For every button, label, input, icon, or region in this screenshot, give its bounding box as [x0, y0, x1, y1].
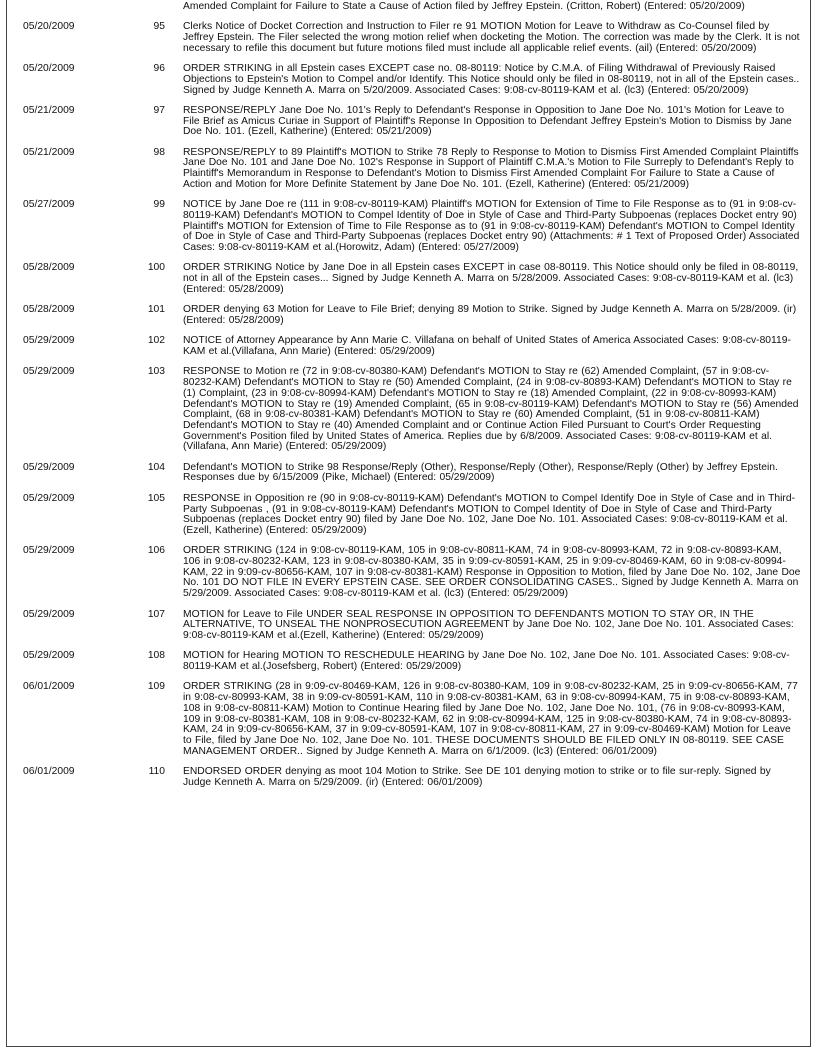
docket-entry	[7, 610, 810, 652]
docket-number: 95	[153, 21, 165, 33]
docket-number: 102	[147, 335, 165, 347]
docket-number: 101	[147, 304, 165, 316]
docket-number: 103	[147, 366, 165, 378]
docket-text: ORDER STRIKING (28 in 9:09-cv-80469-KAM, 126 in 9:08-cv-80380-KAM, 109 in 9:08-cv-80232-KAM, 25 in 9:09-cv-80656-KAM, 77 in 9:08-cv-80993-KAM, 38 in 9:09-cv-80591-KAM, 110 in 9:08-cv-80381-KAM, 63 in 9:08-cv-80994-KAM, 75 in 9:08-cv-80893-KAM, 108 in 9:08-cv-80811-KAM) Motion to Continue Hearing filed by Jane Doe No. 102, Jane Doe No. 101, (76 in 9:08-cv-80993-KAM, 109 in 9:08-cv-80381-KAM, 108 in 9:08-cv-80232-KAM, 62 in 9:08-cv-80994-KAM, 125 in 9:08-cv-80380-KAM, 74 in 9:08-cv-80893-KAM, 24 in 9:09-cv-80656-KAM, 37 in 9:09-cv-80591-KAM, 107 in 9:08-cv-80811-KAM, 27 in 9:09-cv-80469-KAM) Motion for Leave to File, filed by Jane Doe No. 102, Jane Doe No. 101. THESE DOCUMENTS SHOULD BE FILED ONLY IN 08-80119. SEE CASE MANAGEMENT ORDER.. Signed by Judge Kenneth A. Marra on 6/1/2009. (lc3) (Entered: 06/01/2009)	[183, 681, 798, 757]
docket-date: 06/01/2009	[23, 681, 75, 693]
docket-entry	[7, 305, 810, 336]
docket-text: RESPONSE to Motion re (72 in 9:08-cv-80380-KAM) Defendant's MOTION to Stay re (62) Amended Complaint, (57 in 9:08-cv-80232-KAM) Defendant's MOTION to Stay re (50) Amended Complaint, (24 in 9:08-cv-80893-KAM) Defendant's MOTION to Stay re (1) Complaint, (23 in 9:08-cv-80994-KAM) Defendant's MOTION to Stay re (18) Amended Complaint, (22 in 9:08-cv-80993-KAM) Defendant's MOTION to Stay re (19) Amended Complaint, (65 in 9:08-cv-80119-KAM) Defendant's MOTION to Stay re (56) Amended Complaint, (68 in 9:08-cv-80381-KAM) Defendant's MOTION to Stay re (60) Amended Complaint, (51 in 9:08-cv-80811-KAM) Defendant's MOTION to Stay re (40) Amended Complaint and or Continue Action Filed Pursuant to Court's Order Requesting Government's Position filed by United States of America. Replies due by 6/8/2009. Associated Cases: 9:08-cv-80119-KAM et al.(Villafana, Ann Marie) (Entered: 05/29/2009)	[183, 366, 799, 453]
docket-date	[7, 0, 123, 22]
docket-entry	[7, 546, 810, 609]
docket-number: 109	[147, 681, 165, 693]
docket-text: Defendant's MOTION to Strike 98 Response/Reply (Other), Response/Reply (Other), Response/Reply (Other) by Jeffrey Epstein. Responses due by 6/15/2009 (Pike, Michael) (Entered: 05/29/2009)	[183, 461, 778, 484]
docket-text: Clerks Notice of Docket Correction and Instruction to Filer re 91 MOTION Motion for Leave to Withdraw as Co-Counsel filed by Jeffrey Epstein. The Filer selected the wrong motion relief when docketing the Motion. The correction was made by the Clerk. It is not necessary to refile this document but future motions filed must include all applicable relief events. (ail) (Entered: 05/20/2009)	[183, 21, 800, 54]
docket-number: 110	[148, 766, 165, 778]
docket-entry	[7, 200, 810, 263]
docket-text: NOTICE of Attorney Appearance by Ann Marie C. Villafana on behalf of United States of America Associated Cases: 9:08-cv-80119-KAM et al.(Villafana, Ann Marie) (Entered: 05/29/2009)	[183, 335, 791, 358]
docket-number: 97	[153, 104, 165, 116]
docket-entry	[7, 22, 810, 64]
docket-number: 105	[147, 492, 165, 504]
docket-number: 99	[153, 199, 165, 211]
docket-date: 05/29/2009	[23, 461, 75, 473]
docket-text: RESPONSE/REPLY to 89 Plaintiff's MOTION to Strike 78 Reply to Response to Motion to Dismiss First Amended Complaint Plaintiffs Jane Doe No. 101 and Jane Doe No. 102's Response in Support of Plaintiff C.M.A.'s Motion to File Surreply to Defendant's Reply to Plaintiff's Memorandum in Response to Defendant's Motion to Dismiss First Amended Complaint For Failure to State a Cause of Action and Motion for More Definite Statement by Jane Doe No. 101. (Ezell, Katherine) (Entered: 05/21/2009)	[183, 146, 799, 190]
docket-entry	[7, 682, 810, 767]
docket-date: 05/29/2009	[23, 492, 75, 504]
docket-entry	[7, 494, 810, 547]
docket-entry	[7, 64, 810, 106]
docket-text: ORDER STRIKING in all Epstein cases EXCEPT case no. 08-80119: Notice by C.M.A. of Filing Withdrawal of Previously Raised Objections to Epstein's Motion to Compel and/or Identify. This Notice should only be filed in 08-80119, not in all of the Epstein cases.. Signed by Judge Kenneth A. Marra on 5/20/2009. Associated Cases: 9:08-cv-80119-KAM et al. (lc3) (Entered: 05/20/2009)	[183, 63, 800, 96]
docket-text: ORDER STRIKING (124 in 9:08-cv-80119-KAM, 105 in 9:08-cv-80811-KAM, 74 in 9:08-cv-80993-KAM, 72 in 9:08-cv-80893-KAM, 106 in 9:08-cv-80232-KAM, 123 in 9:08-cv-80380-KAM, 35 in 9:09-cv-80591-KAM, 25 in 9:09-cv-80469-KAM, 60 in 9:08-cv-80994-KAM, 22 in 9:09-cv-80656-KAM, 107 in 9:08-cv-80381-KAM) Response in Opposition to Motion, filed by Jane Doe No. 102, Jane Doe No. 101 DO NOT FILE IN EVERY EPSTEIN CASE. SEE ORDER CONSOLIDATING CASES.. Signed by Judge Kenneth A. Marra on 5/29/2009. Associated Cases: 9:08-cv-80119-KAM et al. (lc3) (Entered: 05/29/2009)	[183, 545, 801, 600]
docket-entry	[7, 0, 810, 22]
docket-entry	[7, 148, 810, 201]
docket-number: 107	[147, 608, 165, 620]
docket-date: 05/20/2009	[23, 21, 75, 33]
docket-number: 104	[147, 461, 165, 473]
docket-date: 05/29/2009	[23, 545, 75, 557]
docket-number: 108	[147, 650, 165, 662]
docket-number	[123, 0, 183, 22]
docket-date: 05/28/2009	[23, 262, 75, 274]
docket-text: Amended Complaint for Failure to State a Cause of Action filed by Jeffrey Epstein. (Critton, Robert) (Entered: 05/20/2009)	[183, 1, 745, 12]
docket-number: 100	[147, 262, 165, 274]
docket-date: 05/29/2009	[23, 335, 75, 347]
docket-entry	[7, 263, 810, 305]
docket-entry	[7, 767, 810, 798]
docket-entry	[7, 106, 810, 148]
docket-date: 05/20/2009	[23, 63, 75, 75]
docket-table	[7, 0, 810, 798]
docket-date: 05/29/2009	[23, 650, 75, 662]
docket-date: 05/28/2009	[23, 304, 75, 316]
docket-text: ENDORSED ORDER denying as moot 104 Motion to Strike. See DE 101 denying motion to strike or to file sur-reply. Signed by Judge Kenneth A. Marra on 5/29/2009. (ir) (Entered: 06/01/2009)	[183, 766, 771, 788]
docket-date: 05/29/2009	[23, 366, 75, 378]
docket-number: 96	[153, 63, 165, 75]
docket-date: 05/21/2009	[23, 146, 75, 158]
docket-number: 106	[147, 545, 165, 557]
docket-text: RESPONSE/REPLY Jane Doe No. 101's Reply to Defendant's Response in Opposition to Jane Doe No. 101's Motion for Leave to File Brief as Amicus Curiae in Support of Plaintiff's Reponse In Opposition to Defendant Jeffrey Epstein's Motion to Dismiss by Jane Doe No. 101. (Ezell, Katherine) (Entered: 05/21/2009)	[183, 104, 792, 138]
docket-page	[6, 0, 811, 1047]
docket-text: MOTION for Hearing MOTION TO RESCHEDULE HEARING by Jane Doe No. 102, Jane Doe No. 101. Associated Cases: 9:08-cv-80119-KAM et al.(Josefsberg, Robert) (Entered: 05/29/2009)	[183, 650, 790, 673]
docket-text: ORDER STRIKING Notice by Jane Doe in all Epstein cases EXCEPT in case 08-80119. This Notice should only be filed in 08-80119, not in all of the Epstein cases... Signed by Judge Kenneth A. Marra on 5/28/2009. Associated Cases: 9:08-cv-80119-KAM et al. (lc3) (Entered: 05/28/2009)	[183, 262, 799, 295]
docket-text: RESPONSE in Opposition re (90 in 9:08-cv-80119-KAM) Defendant's MOTION to Compel Identify Doe in Style of Case and in Third-Party Subpoenas , (91 in 9:08-cv-80119-KAM) Defendant's MOTION to Compel Identity of Doe in Style of Case and Third-Party Subpoenas (replaces Docket entry 90) filed by Jane Doe No. 102, Jane Doe No. 101. Associated Cases: 9:08-cv-80119-KAM et al.(Ezell, Katherine) (Entered: 05/29/2009)	[183, 492, 796, 536]
docket-entry	[7, 367, 810, 462]
docket-date: 05/29/2009	[23, 608, 75, 620]
docket-entry	[7, 463, 810, 494]
docket-text: ORDER denying 63 Motion for Leave to File Brief; denying 89 Motion to Strike. Signed by Judge Kenneth A. Marra on 5/28/2009. (ir) (Entered: 05/28/2009)	[183, 304, 797, 326]
docket-text: MOTION for Leave to File UNDER SEAL RESPONSE IN OPPOSITION TO DEFENDANTS MOTION TO STAY OR, IN THE ALTERNATIVE, TO UNSEAL THE NONPROSECUTION AGREEMENT by Jane Doe No. 102, Jane Doe No. 101. Associated Cases: 9:08-cv-80119-KAM et al.(Ezell, Katherine) (Entered: 05/29/2009)	[183, 608, 794, 641]
docket-entry	[7, 336, 810, 367]
docket-date: 05/27/2009	[23, 199, 75, 211]
docket-entry	[7, 651, 810, 682]
docket-number: 98	[153, 146, 165, 158]
docket-date: 06/01/2009	[23, 766, 75, 778]
docket-date: 05/21/2009	[23, 104, 75, 116]
docket-text: NOTICE by Jane Doe re (111 in 9:08-cv-80119-KAM) Plaintiff's MOTION for Extension of Time to File Response as to (91 in 9:08-cv-80119-KAM) Defendant's MOTION to Compel Identity of Doe in Style of Case and Third-Party Subpoenas (replaces Docket entry 90) Plaintiff's MOTION for Extension of Time to File Response as to (91 in 9:08-cv-80119-KAM) Defendant's MOTION to Compel Identity of Doe in Style of Case and Third-Party Subpoenas (replaces Docket entry 90) (Attachments: # 1 Text of Proposed Order) Associated Cases: 9:08-cv-80119-KAM et al.(Horowitz, Adam) (Entered: 05/27/2009)	[183, 199, 800, 254]
